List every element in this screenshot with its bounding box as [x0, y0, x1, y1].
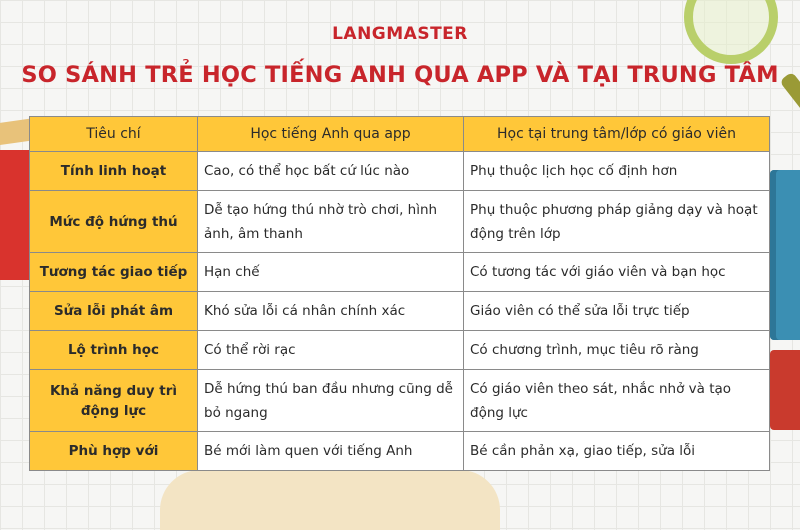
row-center-value: Giáo viên có thể sửa lỗi trực tiếp [464, 292, 770, 331]
brand-logo: LANGMASTER [332, 24, 468, 44]
row-app-value: Hạn chế [198, 253, 464, 292]
header-app: Học tiếng Anh qua app [198, 117, 464, 152]
row-app-value: Khó sửa lỗi cá nhân chính xác [198, 292, 464, 331]
table-row [30, 191, 770, 253]
row-app-value: Dễ hứng thú ban đầu nhưng cũng dễ bỏ ngang [198, 370, 464, 432]
table-row [30, 432, 770, 471]
row-app-value: Bé mới làm quen với tiếng Anh [198, 432, 464, 471]
table-row [30, 253, 770, 292]
header-criterion: Tiêu chí [30, 117, 198, 152]
row-center-value: Phụ thuộc phương pháp giảng dạy và hoạt động trên lớp [464, 191, 770, 253]
table-row [30, 331, 770, 370]
row-criterion: Tính linh hoạt [30, 152, 198, 191]
row-app-value: Có thể rời rạc [198, 331, 464, 370]
row-center-value: Phụ thuộc lịch học cố định hơn [464, 152, 770, 191]
row-app-value: Dễ tạo hứng thú nhờ trò chơi, hình ảnh, âm thanh [198, 191, 464, 253]
book-decoration-right [770, 170, 800, 340]
table-row [30, 292, 770, 331]
table-row [30, 370, 770, 432]
page-title: SO SÁNH TRẺ HỌC TIẾNG ANH QUA APP VÀ TẠI TRUNG TÂM [21, 62, 779, 88]
open-book-decoration [160, 470, 500, 530]
table-row [30, 152, 770, 191]
row-criterion: Mức độ hứng thú [30, 191, 198, 253]
row-criterion: Lộ trình học [30, 331, 198, 370]
row-center-value: Bé cần phản xạ, giao tiếp, sửa lỗi [464, 432, 770, 471]
header-center: Học tại trung tâm/lớp có giáo viên [464, 117, 770, 152]
row-criterion: Tương tác giao tiếp [30, 253, 198, 292]
row-center-value: Có chương trình, mục tiêu rõ ràng [464, 331, 770, 370]
table-header-row [30, 117, 770, 152]
book-decoration-bottom-right [770, 350, 800, 430]
comparison-table [29, 116, 770, 471]
row-criterion: Sửa lỗi phát âm [30, 292, 198, 331]
row-criterion: Phù hợp với [30, 432, 198, 471]
row-criterion: Khả năng duy trì động lực [30, 370, 198, 432]
row-center-value: Có giáo viên theo sát, nhắc nhở và tạo động lực [464, 370, 770, 432]
row-center-value: Có tương tác với giáo viên và bạn học [464, 253, 770, 292]
row-app-value: Cao, có thể học bất cứ lúc nào [198, 152, 464, 191]
